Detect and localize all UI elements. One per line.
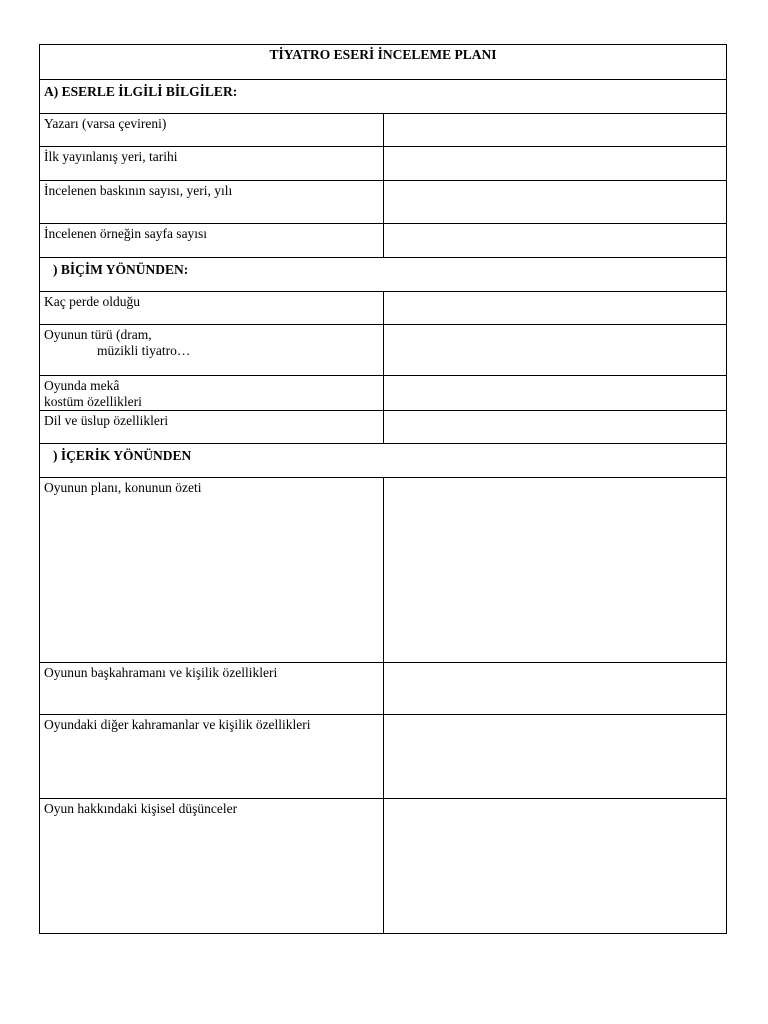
table-row — [40, 147, 727, 181]
table-row — [40, 114, 727, 147]
answer-cell-genre[interactable] — [383, 325, 727, 376]
row-label-setting-line2: kostüm özellikleri — [44, 394, 142, 409]
row-label-page-count: İncelenen örneğin sayfa sayısı — [40, 224, 384, 258]
table-row — [40, 663, 727, 715]
row-label-genre — [40, 325, 384, 376]
section-b-row — [40, 258, 727, 292]
title-row — [40, 45, 727, 80]
section-a-row — [40, 80, 727, 114]
section-a-heading: A) ESERLE İLGİLİ BİLGİLER: — [40, 80, 727, 114]
row-label-setting — [40, 376, 384, 411]
table-row — [40, 376, 727, 411]
table-row — [40, 411, 727, 444]
table-row — [40, 715, 727, 799]
answer-cell-acts[interactable] — [383, 292, 727, 325]
row-label-genre-line2: müzikli tiyatro… — [97, 343, 191, 358]
table-row — [40, 478, 727, 663]
row-label-language: Dil ve üslup özellikleri — [40, 411, 384, 444]
answer-cell-language[interactable] — [383, 411, 727, 444]
table-row — [40, 799, 727, 934]
table-row — [40, 224, 727, 258]
table-row — [40, 181, 727, 224]
row-label-first-publication: İlk yayınlanış yeri, tarihi — [40, 147, 384, 181]
row-label-setting-line1: Oyunda mekâ — [44, 378, 120, 393]
row-label-plot: Oyunun planı, konunun özeti — [40, 478, 384, 663]
table-row — [40, 325, 727, 376]
answer-cell-setting[interactable] — [383, 376, 727, 411]
row-label-personal-thoughts: Oyun hakkındaki kişisel düşünceler — [40, 799, 384, 934]
review-plan-table — [39, 44, 727, 934]
answer-cell-personal-thoughts[interactable] — [383, 799, 727, 934]
answer-cell-author[interactable] — [383, 114, 727, 147]
section-b-heading: ) BİÇİM YÖNÜNDEN: — [40, 258, 727, 292]
section-c-row — [40, 444, 727, 478]
row-label-author: Yazarı (varsa çevireni) — [40, 114, 384, 147]
row-label-protagonist: Oyunun başkahramanı ve kişilik özellikleri — [40, 663, 384, 715]
row-label-edition: İncelenen baskının sayısı, yeri, yılı — [40, 181, 384, 224]
review-plan-form — [39, 44, 727, 934]
row-label-other-characters: Oyundaki diğer kahramanlar ve kişilik özellikleri — [40, 715, 384, 799]
row-label-acts: Kaç perde olduğu — [40, 292, 384, 325]
section-c-heading: ) İÇERİK YÖNÜNDEN — [40, 444, 727, 478]
row-label-genre-line1: Oyunun türü (dram, — [44, 327, 152, 342]
table-row — [40, 292, 727, 325]
answer-cell-first-publication[interactable] — [383, 147, 727, 181]
answer-cell-other-characters[interactable] — [383, 715, 727, 799]
answer-cell-protagonist[interactable] — [383, 663, 727, 715]
answer-cell-edition[interactable] — [383, 181, 727, 224]
answer-cell-plot[interactable] — [383, 478, 727, 663]
form-title: TİYATRO ESERİ İNCELEME PLANI — [40, 45, 727, 80]
answer-cell-page-count[interactable] — [383, 224, 727, 258]
